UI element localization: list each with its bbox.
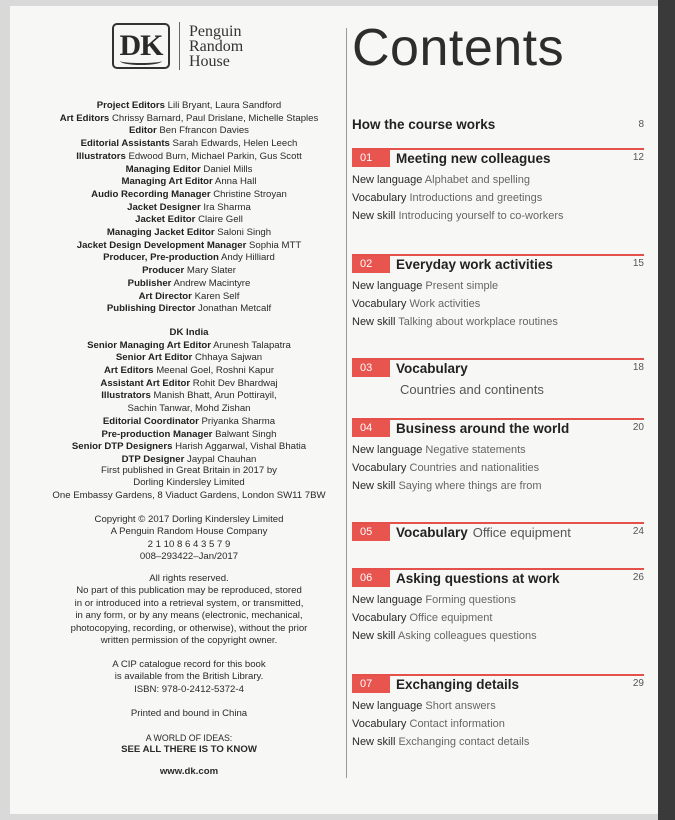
rights-line: in any form, or by any means (electronic, mechanical, <box>75 610 303 622</box>
first-published-line: One Embassy Gardens, 8 Viaduct Gardens, London SW11 7BW <box>52 489 326 501</box>
unit-title: Exchanging details <box>396 677 520 692</box>
detail-key: New skill <box>352 736 396 748</box>
detail-key: New language <box>352 594 423 606</box>
toc-unit[interactable] <box>352 148 644 228</box>
copyright-line: 008–293422–Jan/2017 <box>139 551 239 563</box>
credit-row <box>40 365 338 378</box>
unit-detail-line <box>352 594 516 606</box>
rights-line: No part of this publication may be reproduced, stored <box>76 585 302 597</box>
printed-line: Printed and bound in China <box>130 708 248 719</box>
toc-page-number: 8 <box>638 119 644 130</box>
toc-entry-label: How the course works <box>352 117 496 132</box>
credit-row <box>40 265 338 278</box>
credit-row <box>40 291 338 304</box>
unit-detail-line <box>352 480 542 492</box>
credit-row <box>40 441 338 454</box>
credit-names: Edwood Burn, Michael Parkin, Gus Scott <box>128 150 302 162</box>
unit-header <box>352 420 569 437</box>
credit-names: Arunesh Talapatra <box>213 339 291 351</box>
credit-names: Chrissy Barnard, Paul Drislane, Michelle Staples <box>111 112 319 124</box>
credit-role: Project Editors <box>96 100 165 111</box>
credits-list <box>40 100 338 467</box>
contents-title: Contents <box>352 19 565 77</box>
unit-title: Meeting new colleagues <box>396 151 551 166</box>
unit-header <box>352 256 553 273</box>
credit-names: Jaypal Chauhan <box>187 453 257 465</box>
credit-names: Harish Aggarwal, Vishal Bhatia <box>175 441 307 453</box>
credit-role: Managing Jacket Editor <box>106 227 215 239</box>
publisher-line: House <box>189 52 230 70</box>
credit-names: Sachin Tanwar, Mohd Zishan <box>127 403 251 415</box>
credit-role: Producer <box>142 265 185 277</box>
credit-row <box>40 240 338 253</box>
detail-value: Alphabet and spelling <box>424 174 530 186</box>
copyright-block <box>40 514 338 564</box>
unit-number: 07 <box>352 676 390 693</box>
page-edge-shadow <box>658 0 675 820</box>
credit-role: Editor <box>129 125 157 137</box>
detail-key: New skill <box>352 316 396 328</box>
toc-page-number: 20 <box>632 422 644 433</box>
detail-key: Vocabulary <box>352 298 407 310</box>
detail-value: Countries and nationalities <box>409 462 540 474</box>
publisher-line: Penguin <box>189 22 242 40</box>
detail-value: Forming questions <box>425 594 516 606</box>
detail-value: Exchanging contact details <box>398 736 530 748</box>
unit-header <box>352 524 571 541</box>
publisher-line: Random <box>189 37 244 55</box>
credit-names: Karen Self <box>194 290 240 302</box>
credit-role: DTP Designer <box>121 453 185 465</box>
unit-number: 06 <box>352 570 390 587</box>
toc-unit[interactable] <box>352 418 644 498</box>
publisher-name <box>189 24 243 69</box>
unit-detail-line <box>352 612 492 624</box>
detail-key: Vocabulary <box>352 718 407 730</box>
credit-names: Andy Hilliard <box>220 252 275 264</box>
credit-row <box>40 278 338 291</box>
credit-role: Art Editors <box>59 112 110 124</box>
unit-subtitle: Office equipment <box>472 525 571 540</box>
credit-heading: DK India <box>169 326 209 338</box>
credit-role: Jacket Editor <box>135 214 196 226</box>
dk-logo-text: DK <box>119 29 163 62</box>
credit-row <box>40 202 338 215</box>
credit-role: Managing Editor <box>125 163 201 175</box>
copyright-line: A Penguin Random House Company <box>110 526 268 538</box>
cip-line: is available from the British Library. <box>114 671 264 683</box>
credit-names: Sarah Edwards, Helen Leech <box>172 138 298 150</box>
credit-role: Audio Recording Manager <box>91 188 211 200</box>
unit-detail-line <box>352 630 537 642</box>
credit-row <box>40 340 338 353</box>
credit-role: Senior Art Editor <box>115 352 193 364</box>
first-published-line: First published in Great Britain in 2017 by <box>101 465 277 476</box>
credit-row <box>40 214 338 227</box>
credit-names: Manish Bhatt, Arun Pottirayil, <box>153 390 277 402</box>
credit-role: Senior Managing Art Editor <box>87 339 211 351</box>
credit-names: Ben Ffrancon Davies <box>159 125 249 137</box>
credit-names: Lili Bryant, Laura Sandford <box>167 100 282 111</box>
unit-header <box>352 150 551 167</box>
first-published-block <box>40 465 338 502</box>
credit-names: Mary Slater <box>186 265 236 277</box>
unit-detail-line <box>352 192 542 204</box>
rights-line: in or introduced into a retrieval system, or transmitted, <box>74 597 304 609</box>
unit-detail-line <box>352 210 564 222</box>
credit-role: Jacket Designer <box>127 201 201 213</box>
unit-detail-line <box>352 298 480 310</box>
toc-page-number: 26 <box>632 572 644 583</box>
detail-key: Vocabulary <box>352 612 407 624</box>
detail-value: Introductions and greetings <box>409 192 543 204</box>
credit-role: Pre-production Manager <box>101 428 213 440</box>
unit-number: 04 <box>352 420 390 437</box>
credit-names: Daniel Mills <box>203 163 253 175</box>
credit-row <box>40 138 338 151</box>
detail-key: Vocabulary <box>352 192 407 204</box>
detail-value: Saying where things are from <box>398 480 542 492</box>
detail-value: Negative statements <box>425 444 526 456</box>
credit-names: Christine Stroyan <box>213 188 287 200</box>
credit-names: Andrew Macintyre <box>173 277 251 289</box>
detail-value: Short answers <box>425 700 496 712</box>
detail-value: Work activities <box>409 298 481 310</box>
unit-detail-line <box>352 174 530 186</box>
credit-role: Jacket Design Development Manager <box>76 239 247 251</box>
credit-row <box>40 227 338 240</box>
credit-role: Editorial Coordinator <box>102 415 199 427</box>
unit-header <box>352 676 519 693</box>
copyright-line: 2 1 10 8 6 4 3 5 7 9 <box>147 538 231 550</box>
dk-logo <box>112 22 243 70</box>
detail-value: Asking colleagues questions <box>397 630 537 642</box>
detail-value: Office equipment <box>409 612 493 624</box>
credit-row <box>40 252 338 265</box>
credit-row <box>40 416 338 429</box>
dk-logo-mark <box>112 23 170 69</box>
detail-key: Vocabulary <box>352 462 407 474</box>
credit-row <box>40 352 338 365</box>
credit-role: Managing Art Editor <box>121 176 213 188</box>
credit-row <box>40 113 338 126</box>
unit-header <box>352 360 468 377</box>
credit-role: Art Director <box>138 290 192 302</box>
detail-key: New skill <box>352 210 396 222</box>
credit-role: Producer, Pre-production <box>103 252 219 264</box>
unit-title: Vocabulary <box>396 525 468 540</box>
unit-subtitle: Countries and continents <box>400 382 544 397</box>
credit-role: Assistant Art Editor <box>100 377 191 389</box>
unit-number: 02 <box>352 256 390 273</box>
credit-role: Art Editors <box>103 365 154 377</box>
tagline-line-1: A WORLD OF IDEAS: <box>145 733 233 743</box>
credit-names: Rohit Dev Bhardwaj <box>192 377 278 389</box>
detail-key: New skill <box>352 630 396 642</box>
spacer <box>40 316 338 327</box>
unit-detail-line <box>352 700 496 712</box>
unit-detail-line <box>352 444 526 456</box>
toc-page-number: 12 <box>632 152 644 163</box>
toc-how-course-works[interactable] <box>352 117 644 132</box>
detail-key: New skill <box>352 480 396 492</box>
toc-page-number: 24 <box>632 526 644 537</box>
toc-page-number: 18 <box>632 362 644 373</box>
credit-names: Chhaya Sajwan <box>194 352 263 364</box>
detail-key: New language <box>352 700 423 712</box>
credit-role: Publisher <box>127 277 172 289</box>
unit-number: 03 <box>352 360 390 377</box>
credit-row <box>40 390 338 403</box>
credit-names: Anna Hall <box>214 176 257 188</box>
credit-names: Priyanka Sharma <box>201 415 276 427</box>
unit-title: Everyday work activities <box>396 257 553 272</box>
toc-page-number: 29 <box>632 678 644 689</box>
dk-india-heading <box>40 327 338 340</box>
detail-key: New language <box>352 280 423 292</box>
cip-line: A CIP catalogue record for this book <box>112 659 266 670</box>
credit-names: Sophia MTT <box>248 239 302 251</box>
copyright-line: Copyright © 2017 Dorling Kindersley Limited <box>94 514 284 525</box>
toc-unit[interactable] <box>352 568 644 648</box>
unit-detail-line <box>352 462 539 474</box>
credit-row <box>40 100 338 113</box>
credit-role: Senior DTP Designers <box>71 441 173 453</box>
credit-role: Illustrators <box>76 150 126 162</box>
credit-row <box>40 378 338 391</box>
toc-unit[interactable] <box>352 674 644 754</box>
credit-names: Meenal Goel, Roshni Kapur <box>156 365 275 377</box>
credit-row <box>40 176 338 189</box>
detail-value: Present simple <box>425 280 499 292</box>
detail-value: Introducing yourself to co-workers <box>398 210 564 222</box>
detail-value: Contact information <box>409 718 505 730</box>
credit-row <box>40 164 338 177</box>
rights-line: All rights reserved. <box>149 573 229 584</box>
credit-row <box>40 151 338 164</box>
credit-row <box>40 429 338 442</box>
unit-detail-line <box>352 736 529 748</box>
first-published-line: Dorling Kindersley Limited <box>133 477 245 489</box>
unit-title: Asking questions at work <box>396 571 560 586</box>
detail-value: Talking about workplace routines <box>398 316 558 328</box>
credit-names: Claire Gell <box>198 214 243 226</box>
unit-detail-line <box>352 280 498 292</box>
rights-line: photocopying, recording, or otherwise), without the prior <box>70 622 308 634</box>
credit-role: Editorial Assistants <box>80 138 170 150</box>
tagline-line-2: SEE ALL THERE IS TO KNOW <box>121 744 257 755</box>
credit-role: Publishing Director <box>106 303 196 315</box>
unit-number: 01 <box>352 150 390 167</box>
website[interactable]: www.dk.com <box>159 766 219 777</box>
detail-key: New language <box>352 174 423 186</box>
cip-block <box>40 659 338 696</box>
rights-line: written permission of the copyright owner. <box>100 635 278 647</box>
unit-detail-line <box>352 718 505 730</box>
unit-title: Business around the world <box>396 421 570 436</box>
credit-row <box>40 125 338 138</box>
credit-names: Jonathan Metcalf <box>198 303 272 315</box>
toc-unit[interactable] <box>352 254 644 334</box>
credit-row <box>40 303 338 316</box>
detail-key: New language <box>352 444 423 456</box>
credit-names: Saloni Singh <box>217 227 272 239</box>
credit-names: Balwant Singh <box>215 428 277 440</box>
column-divider <box>346 28 347 778</box>
credit-row <box>40 403 338 416</box>
cip-line: ISBN: 978-0-2412-5372-4 <box>134 683 244 695</box>
unit-header <box>352 570 560 587</box>
unit-detail-line <box>352 316 558 328</box>
credit-names: Ira Sharma <box>203 201 251 213</box>
credit-row <box>40 189 338 202</box>
unit-title: Vocabulary <box>396 361 468 376</box>
toc-page-number: 15 <box>632 258 644 269</box>
rights-block <box>40 573 338 647</box>
credit-role: Illustrators <box>101 390 151 402</box>
unit-number: 05 <box>352 524 390 541</box>
